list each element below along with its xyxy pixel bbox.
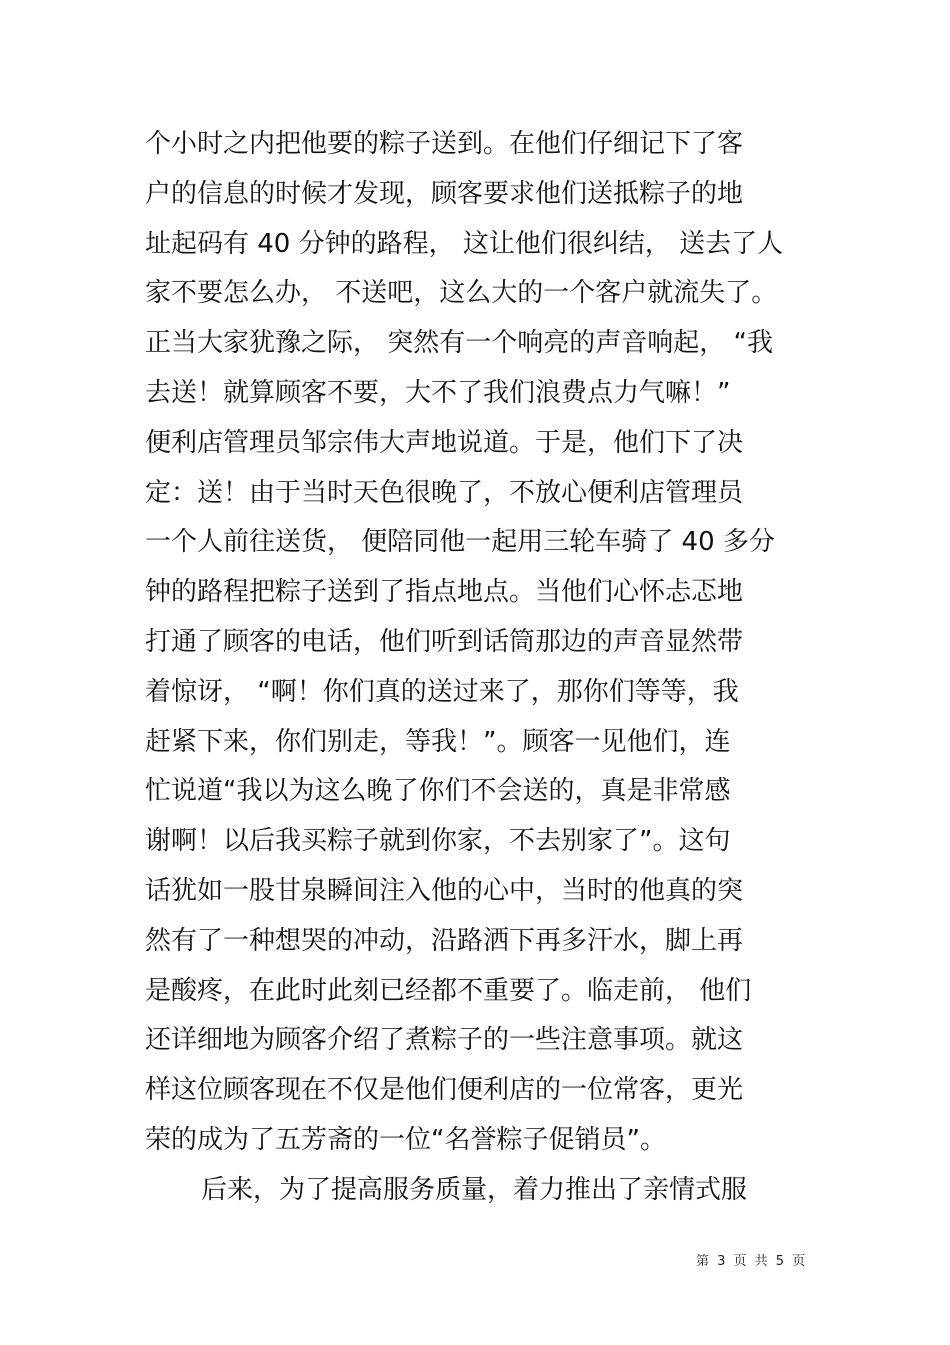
text-line: 荣的成为了五芳斋的一位“名誉粽子促销员”。 (145, 1124, 666, 1155)
text-line: 个小时之内把他要的粽子送到。在他们仔细记下了客 (145, 129, 744, 159)
text-line: 话犹如一股甘泉瞬间注入他的心中，当时的他真的突 (145, 875, 744, 906)
text-line: 谢啊！以后我买粽子就到你家，不去别家了”。这句 (145, 826, 731, 857)
text-line: 忙说道“我以为这么晚了你们不会送的，真是非常感 (145, 776, 731, 807)
body-text (145, 120, 825, 1216)
page-number-footer: 第 3 页 共 5 页 (696, 1254, 808, 1269)
text-line: 还详细地为顾客介绍了煮粽子的一些注意事项。就这 (145, 1025, 744, 1056)
text-line: 定：送！由于当时天色很晚了，不放心便利店管理员 (145, 477, 744, 508)
text-line: 户的信息的时候才发现，顾客要求他们送抵粽子的地 (145, 178, 744, 209)
text-line: 去送！就算顾客不要，大不了我们浪费点力气嘛！” (145, 377, 731, 408)
text-line: 便利店管理员邹宗伟大声地说道。于是，他们下了决 (145, 427, 744, 458)
text-line: 址起码有 40 分钟的路程， 这让他们很纠结， 送去了人 (145, 228, 784, 259)
text-line: 打通了顾客的电话，他们听到话筒那边的声音显然带 (145, 626, 744, 657)
text-line: 家不要怎么办， 不送吧，这么大的一个客户就流失了。 (145, 278, 778, 309)
text-line: 着惊讶， “啊！你们真的送过来了，那你们等等，我 (145, 676, 739, 707)
text-line: 一个人前往送货， 便陪同他一起用三轮车骑了 40 多分 (145, 527, 775, 558)
text-line: 是酸疼，在此时此刻已经都不重要了。临走前， 他们 (145, 975, 752, 1006)
text-line: 正当大家犹豫之际， 突然有一个响亮的声音响起， “我 (145, 328, 773, 359)
text-line: 钟的路程把粽子送到了指点地点。当他们心怀忐忑地 (145, 577, 744, 608)
text-line: 赶紧下来，你们别走，等我！”。顾客一见他们，连 (145, 726, 731, 757)
paragraph-start-line: 后来，为了提高服务质量，着力推出了亲情式服 (201, 1174, 748, 1205)
text-line: 然有了一种想哭的冲动，沿路洒下再多汗水，脚上再 (145, 925, 744, 956)
text-line: 样这位顾客现在不仅是他们便利店的一位常客，更光 (145, 1075, 744, 1106)
